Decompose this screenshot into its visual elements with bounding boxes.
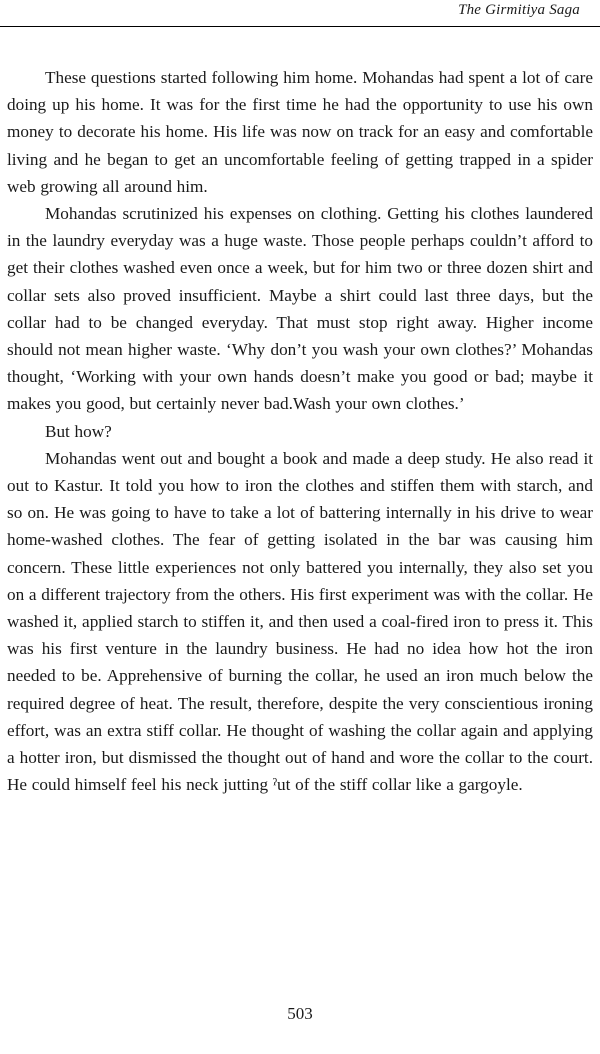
header-rule: [0, 26, 600, 27]
paragraph: These questions started following him home. Mohandas had spent a lot of care doing up his home. It was for the first time he had the opportunity to use his own money to decorate his home. His life was now on track for an easy and comfortable living and he began to get an uncomfortable feeling of getting trapped in a spider web growing all around him.: [7, 68, 593, 196]
paragraph: Mohandas scrutinized his expenses on clothing. Getting his clothes laundered in the laundry everyday was a huge waste. Those people perhaps couldn’t afford to get their clothes washed even once a week, but for him two or three dozen shirt and collar sets also proved insufficient. Maybe a shirt could last three days, but the collar had to be changed everyday. That must stop right away. Higher income should not mean higher waste. ‘Why don’t you wash your own clothes?’ Mohandas thought, ‘Working with your own hands doesn’t make you good or bad; maybe it makes you good, but certainly never bad.Wash your own clothes.’: [7, 204, 593, 414]
body-text: [7, 64, 593, 798]
running-head-title: The Girmitiya Saga: [458, 2, 580, 18]
paragraph: But how?: [45, 421, 112, 441]
page-number: 503: [287, 1004, 313, 1023]
paragraph: Mohandas went out and bought a book and made a deep study. He also read it out to Kastur. It told you how to iron the clothes and stiffen them with starch, and so on. He was going to have to take a lot of battering internally in his drive to wear home-washed clothes. The fear of getting isolated in the bar was causing him concern. These little experiences not only battered you internally, they also set you on a different trajectory from the others. His first experiment was with the collar. He washed it, applied starch to stiffen it, and then used a coal-fired iron to press it. This was his first venture in the laundry business. He had no idea how hot the iron needed to be. Apprehensive of burning the collar, he used an iron much below the required degree of heat. The result, therefore, despite the very conscientious ironing effort, was an extra stiff collar. He thought of washing the collar again and applying a hotter iron, but dismissed the thought out of hand and wore the collar to the court. He could himself feel his neck jutting ˀut of the stiff collar like a gargoyle.: [7, 448, 593, 795]
